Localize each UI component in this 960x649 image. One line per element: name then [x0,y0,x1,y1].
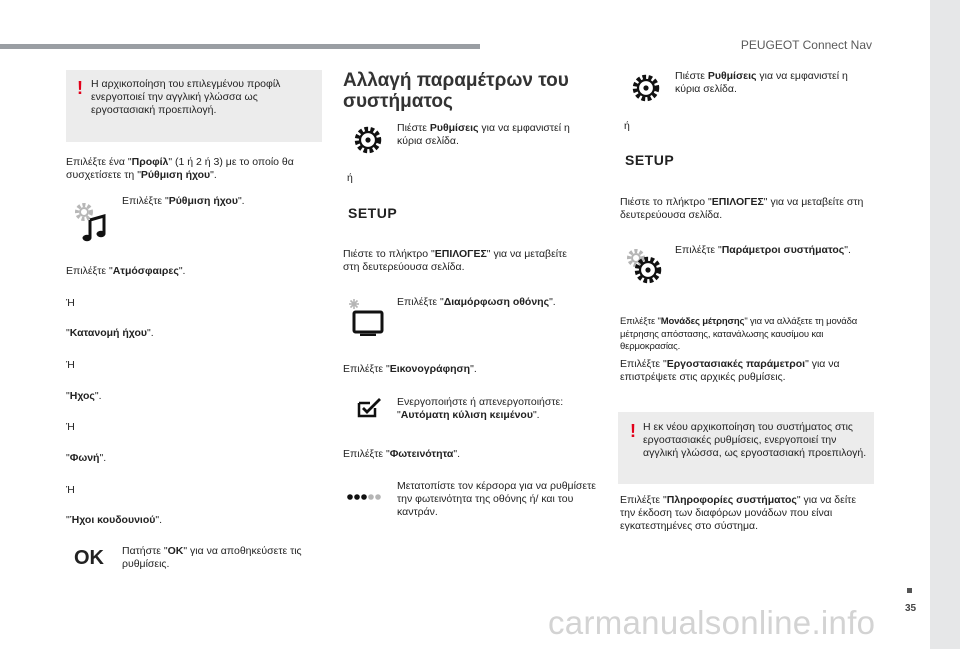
step-press-settings: Πιέστε Ρυθμίσεις για να εμφανιστεί η κύρια σελίδα. [397,122,570,147]
note-text: Η αρχικοποίηση του επιλεγμένου προφίλ ενεργοποιεί την αγγλική γλώσσα ως εργοστασιακή προεπιλογή. [91,78,281,116]
brightness-slider-icon[interactable] [347,491,383,501]
note-text: Η εκ νέου αρχικοποίηση του συστήματος στις εργοστασιακές ρυθμίσεις, ενεργοποιεί την αγγλική γλώσσα, ως εργοστασιακή προεπιλογή. [643,421,867,459]
watermark: carmanualsonline.info [548,604,876,641]
page-marker [907,588,912,593]
step-factory: Επιλέξτε "Εργοστασιακές παράμετροι" για να επιστρέψετε στις αρχικές ρυθμίσεις. [620,358,840,383]
page-number: 35 [905,603,917,614]
step-auto-scroll: Ενεργοποιήστε ή απενεργοποιήστε: "Αυτόματη κύλιση κειμένου". [397,396,564,421]
system-settings-icon [623,245,665,287]
section-heading: Αλλαγή παραμέτρων του συστήματος [343,70,569,112]
page-header-title: PEUGEOT Connect Nav [740,38,872,52]
step-sound-settings: Επιλέξτε "Ρύθμιση ήχου". [122,195,245,207]
ok-button[interactable]: OK [74,547,104,569]
option-ringtones: "Ήχοι κουδουνιού". [66,514,163,526]
step-slider: Μετατοπίστε τον κέρσορα για να ρυθμίσετε την φωτεινότητα της οθόνης ή/ και του καντράν. [397,480,596,518]
or-label: Ή [66,484,75,496]
step-options: Πιέστε το πλήκτρο "ΕΠΙΛΟΓΕΣ" για να μεταβείτε στη δευτερεύουσα σελίδα. [620,196,864,221]
display-config-icon [348,298,386,336]
or-label: ή [347,172,353,184]
info-note [618,412,874,484]
side-margin [930,0,960,649]
step-ok: Πατήστε "OK" για να αποθηκεύσετε τις ρυθμίσεις. [122,545,302,570]
step-brightness: Επιλέξτε "Φωτεινότητα". [343,448,461,460]
step-animation: Επιλέξτε "Εικονογράφηση". [343,363,477,375]
step-system-info: Επιλέξτε "Πληροφορίες συστήματος" για να δείτε την έκδοση των διαφόρων μονάδων που είναι εγκατεστημένες στο σύστημα. [620,494,856,532]
or-label: Ή [66,359,75,371]
or-label: Ή [66,421,75,433]
info-note [66,70,322,142]
warning-icon: ! [630,421,636,441]
option-voice: "Φωνή". [66,452,107,464]
setup-button[interactable]: SETUP [625,152,675,168]
setup-button[interactable]: SETUP [348,205,398,221]
checkbox-icon[interactable] [356,397,382,419]
or-label: ή [624,120,630,132]
sound-settings-icon [70,198,112,242]
step-select-profile: Επιλέξτε ένα "Προφίλ" (1 ή 2 ή 3) με το οποίο θα συσχετίσετε τη "Ρύθμιση ήχου". [66,156,294,181]
option-distribution: "Κατανομή ήχου". [66,327,154,339]
step-press-settings: Πιέστε Ρυθμίσεις για να εμφανιστεί η κύρια σελίδα. [675,70,848,95]
step-options: Πιέστε το πλήκτρο "ΕΠΙΛΟΓΕΣ" για να μεταβείτε στη δευτερεύουσα σελίδα. [343,248,567,273]
settings-gear-icon[interactable] [352,124,384,156]
or-label: Ή [66,297,75,309]
step-ambiances: Επιλέξτε "Ατμόσφαιρες". [66,265,186,277]
warning-icon: ! [77,78,83,98]
header-rule [0,44,480,49]
step-system-params: Επιλέξτε "Παράμετροι συστήματος". [675,244,851,256]
step-units: Επιλέξτε "Μονάδες μέτρησης" για να αλλάξετε τη μονάδα μέτρησης απόστασης, κατανάλωσης καυσίμου και θερμοκρασίας. [620,316,858,352]
option-sound: "Ηχος". [66,390,102,402]
step-display-config: Επιλέξτε "Διαμόρφωση οθόνης". [397,296,556,308]
settings-gear-icon[interactable] [630,72,662,104]
